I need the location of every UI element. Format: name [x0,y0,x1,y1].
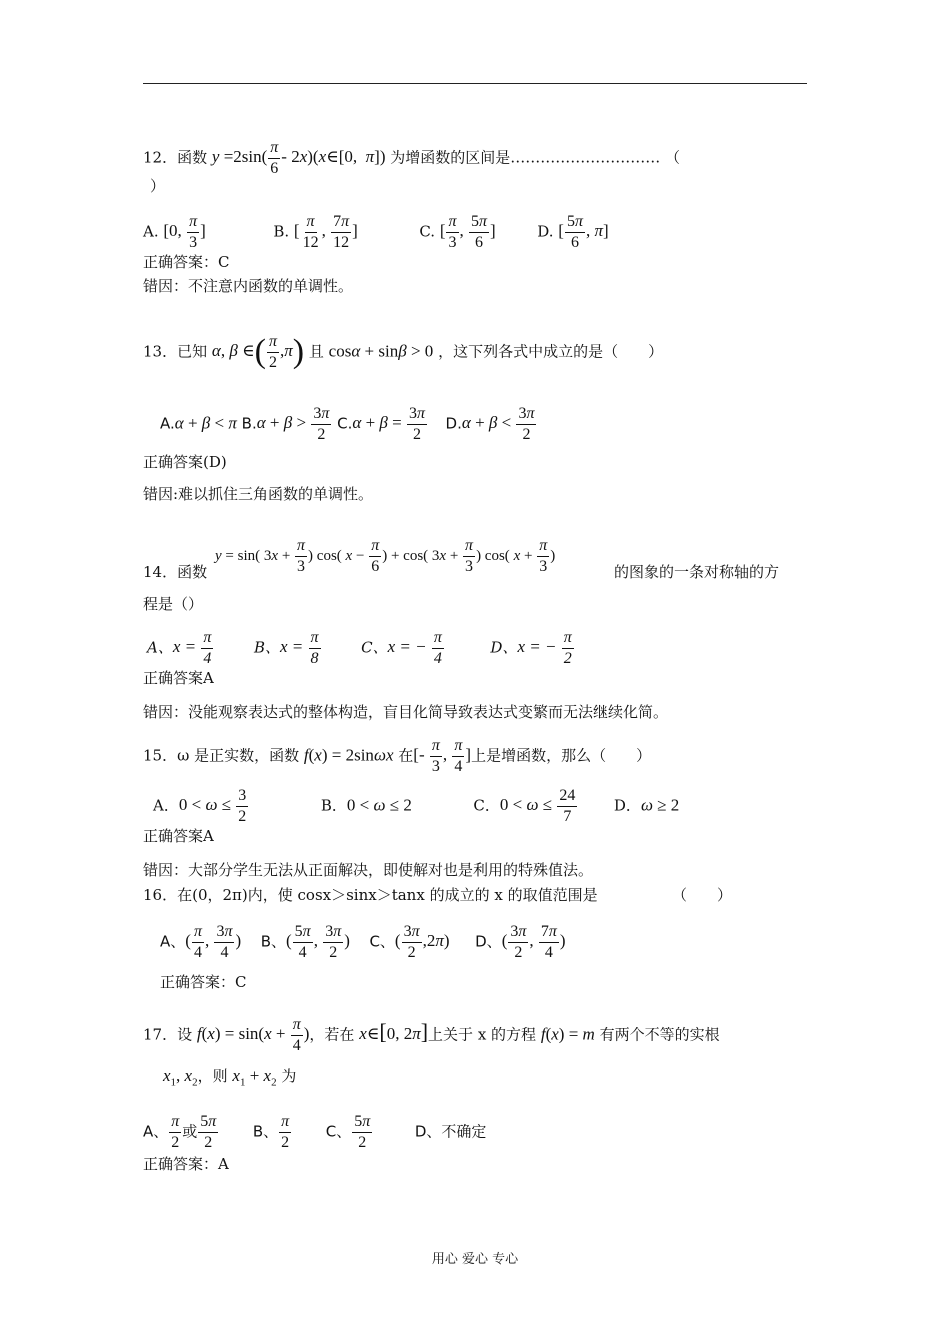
q17-options: A、 $\frac{\pi}{2}$ 或 $\frac{5\pi}{2}$ B、 $\frac{\pi}{2}$ C、 $\frac{5\pi}{2}$ D、不确定 [143,1113,487,1151]
q14-formula: y = sin( 3x + $\frac{\pi}{3}$ ) cos( x − $\frac{\pi}{6}$ ) + cos( 3x + $\frac{\pi}{3}$ ) cos( x + $\frac{\pi}{3}$ ) [215,537,556,575]
page-footer: 用心 爱心 专心 [431,1252,519,1267]
q16-answer: 正确答案：C [160,973,247,991]
q15-stem: 15．ω 是正实数，函数 f(x) = 2sinωx 在[- $\frac{\pi}{3}$ , $\frac{\pi}{4}$ ]上是增函数，那么（ ） [143,737,652,775]
q12-stem: 12．函数 y =2sin( $\frac{\pi}{6}$ - 2x)(x∈[0, π]) 为增函数的区间是………………………… （ [143,139,681,177]
q14-answer: 正确答案A [143,669,214,687]
q16-paren: （ ） [672,886,733,904]
q14-error: 错因：没能观察表达式的整体构造，盲目化简导致表达式变繁而无法继续化简。 [143,703,669,721]
header-rule [143,83,807,84]
q17-answer: 正确答案：A [143,1155,229,1173]
q17-stem-line2: $x_1$, $x_2$，则 $x_1 + x_2$ 为 [163,1066,297,1089]
q15-options: A．0 < ω ≤ $\frac{3}{2}$ B．0 < ω ≤ 2 C．0 < ω ≤ $\frac{24}{7}$ D．ω ≥ 2 [153,787,680,825]
q15-error: 错因：大部分学生无法从正面解决，即使解对也是利用的特殊值法。 [143,861,594,879]
q15-answer: 正确答案A [143,827,214,845]
q12-error: 错因：不注意内函数的单调性。 [143,277,354,295]
q12-formula: y =2sin( $\frac{\pi}{6}$ - 2x)(x∈[0, π]) [211,139,386,177]
q12-answer: 正确答案：C [143,253,230,271]
q13-stem: 13．已知 α, β ∈( $\frac{\pi}{2}$ ,π) 且 cosα + sinβ > 0 ，这下列各式中成立的是（ ） [143,333,664,371]
q14-stem: 14．函数 [143,563,208,581]
q12-options: A. [0, $\frac{\pi}{3}$ ] B. [ $\frac{\pi}{12}$ , $\frac{7\pi}{12}$ ] C. [ $\frac{\pi}{3}$ , $\frac{5\pi}{6}$ ] D. [ $\frac{5\pi}{6}$ , π] [143,213,609,251]
q14-options: A、x = $\frac{\pi}{4}$ B、x = $\frac{\pi}{8}$ C、x = − $\frac{\pi}{4}$ D、x = − $\frac{\pi}{2}$ [147,629,572,667]
q12-paren: ） [150,177,166,195]
q13-options: A.α + β < π B.α + β > $\frac{3\pi}{2}$ C.α + β = $\frac{3\pi}{2}$ D.α + β < $\frac{3\pi}{2}$ [160,405,535,443]
q13-answer: 正确答案(D) [143,453,227,471]
q14-stem-line2: 程是（） [143,595,204,613]
q14-stem-tail: 的图象的一条对称轴的方 [614,563,780,581]
q17-stem: 17．设 f(x) = sin(x + $\frac{\pi}{4}$ )，若在 x∈[0, 2π]上关于 x 的方程 f(x) = m 有两个不等的实根 [143,1016,720,1054]
q16-options: A、( $\frac{\pi}{4}$ , $\frac{3\pi}{4}$ ) B、( $\frac{5\pi}{4}$ , $\frac{3\pi}{2}$ ) C、( $\frac{3\pi}{2}$ ,2π) D、( $\frac{3\pi}{2}$ , $\frac{7\pi}{4}$ ) [160,923,566,961]
q16-stem: 16．在(0，2π)内，使 cosx＞sinx＞tanx 的成立的 x 的取值范围是 [143,886,598,904]
q13-error: 错因:难以抓住三角函数的单调性。 [143,485,374,503]
